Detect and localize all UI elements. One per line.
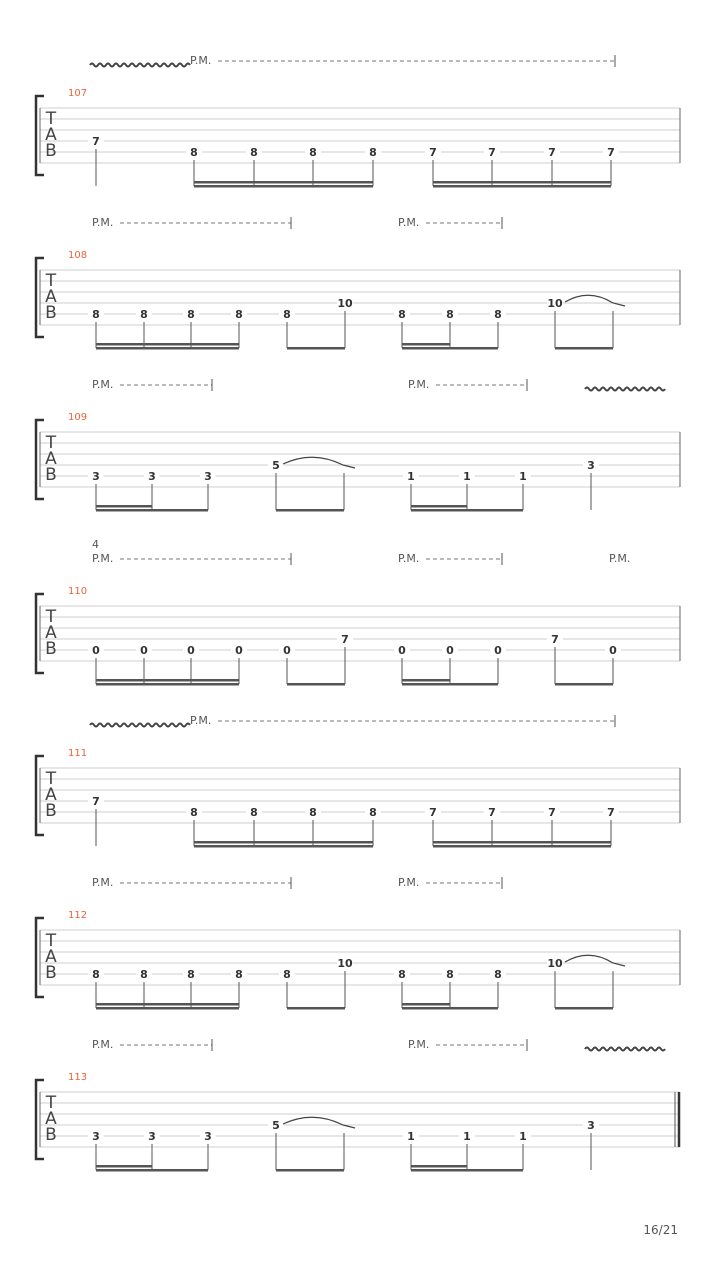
fret-number: 3 bbox=[587, 459, 595, 472]
beam bbox=[433, 185, 611, 188]
fret-number: 10 bbox=[337, 297, 353, 310]
fret-number: 3 bbox=[204, 470, 212, 483]
beam bbox=[96, 1169, 208, 1172]
beam-secondary bbox=[411, 1165, 467, 1168]
beam-secondary bbox=[433, 181, 611, 184]
bar-number: 110 bbox=[68, 586, 88, 597]
beam bbox=[287, 1007, 345, 1010]
fret-number: 8 bbox=[494, 968, 502, 981]
tab-system bbox=[36, 379, 680, 512]
fret-number: 8 bbox=[92, 968, 100, 981]
fret-number: 8 bbox=[446, 968, 454, 981]
palm-mute-label: P.M. bbox=[408, 378, 430, 391]
fret-number: 8 bbox=[369, 146, 377, 159]
palm-mute-label: P.M. bbox=[92, 1038, 114, 1051]
fret-number: 8 bbox=[446, 308, 454, 321]
palm-mute-label: P.M. bbox=[92, 876, 114, 889]
fret-number: 7 bbox=[551, 633, 559, 646]
beam bbox=[411, 1169, 523, 1172]
beam bbox=[402, 1007, 498, 1010]
tab-clef-letter: T bbox=[45, 433, 57, 453]
beam-secondary bbox=[194, 181, 373, 184]
beam bbox=[96, 683, 239, 686]
palm-mute-label: P.M. bbox=[609, 552, 631, 565]
beam bbox=[555, 1007, 613, 1010]
tab-system bbox=[36, 1039, 680, 1172]
fret-number: 8 bbox=[398, 308, 406, 321]
palm-mute-label: P.M. bbox=[190, 714, 212, 727]
beam bbox=[276, 509, 344, 512]
bar-number: 111 bbox=[68, 748, 88, 759]
fret-number: 3 bbox=[148, 1130, 156, 1143]
beam bbox=[402, 683, 498, 686]
tab-system bbox=[36, 877, 680, 1010]
beam bbox=[194, 185, 373, 188]
tab-clef-letter: A bbox=[45, 449, 57, 469]
tab-system bbox=[36, 217, 680, 350]
beam-secondary bbox=[194, 841, 373, 844]
tab-clef-letter: A bbox=[45, 287, 57, 307]
tab-system bbox=[36, 55, 680, 188]
tab-clef-letter: B bbox=[45, 639, 57, 659]
fret-number: 7 bbox=[548, 146, 556, 159]
fret-number: 8 bbox=[187, 968, 195, 981]
fret-number: 0 bbox=[494, 644, 502, 657]
bar-number: 113 bbox=[68, 1072, 88, 1083]
fret-number: 8 bbox=[140, 968, 148, 981]
fret-number: 1 bbox=[519, 470, 527, 483]
fret-number: 7 bbox=[488, 806, 496, 819]
fret-number: 8 bbox=[309, 806, 317, 819]
beam bbox=[402, 347, 498, 350]
tab-clef-letter: B bbox=[45, 963, 57, 983]
fret-number: 8 bbox=[283, 968, 291, 981]
vibrato-icon bbox=[585, 388, 665, 391]
fret-number: 5 bbox=[272, 459, 280, 472]
fret-number: 8 bbox=[494, 308, 502, 321]
beam bbox=[287, 347, 345, 350]
fret-number: 1 bbox=[407, 470, 415, 483]
beam-secondary bbox=[96, 1165, 152, 1168]
slur bbox=[283, 1117, 355, 1128]
fret-number: 7 bbox=[548, 806, 556, 819]
fret-number: 3 bbox=[204, 1130, 212, 1143]
tab-clef-letter: A bbox=[45, 947, 57, 967]
fret-number: 10 bbox=[337, 957, 353, 970]
vibrato-icon bbox=[90, 724, 190, 727]
tab-clef-letter: B bbox=[45, 141, 57, 161]
tab-clef-letter: T bbox=[45, 109, 57, 129]
fret-number: 1 bbox=[407, 1130, 415, 1143]
tab-clef-letter: B bbox=[45, 303, 57, 323]
fret-number: 7 bbox=[429, 146, 437, 159]
beam bbox=[433, 845, 611, 848]
beam bbox=[555, 683, 613, 686]
palm-mute-label: P.M. bbox=[92, 378, 114, 391]
fret-number: 8 bbox=[250, 806, 258, 819]
vibrato-icon bbox=[90, 64, 190, 67]
slur bbox=[565, 295, 625, 306]
fret-number: 8 bbox=[190, 146, 198, 159]
beam-secondary bbox=[402, 343, 450, 346]
fret-number: 8 bbox=[250, 146, 258, 159]
palm-mute-label: P.M. bbox=[92, 216, 114, 229]
fret-number: 7 bbox=[341, 633, 349, 646]
beam-secondary bbox=[411, 505, 467, 508]
tab-clef-letter: B bbox=[45, 801, 57, 821]
palm-mute-label: P.M. bbox=[398, 216, 420, 229]
fret-number: 8 bbox=[92, 308, 100, 321]
fret-number: 1 bbox=[463, 470, 471, 483]
tab-clef-letter: T bbox=[45, 769, 57, 789]
fret-number: 8 bbox=[369, 806, 377, 819]
fret-number: 3 bbox=[92, 470, 100, 483]
beam-secondary bbox=[96, 343, 239, 346]
bar-number: 109 bbox=[68, 412, 88, 423]
beam bbox=[194, 845, 373, 848]
vibrato-icon bbox=[585, 1048, 665, 1051]
palm-mute-label: P.M. bbox=[398, 552, 420, 565]
fret-number: 5 bbox=[272, 1119, 280, 1132]
tab-clef-letter: A bbox=[45, 623, 57, 643]
palm-mute-label: P.M. bbox=[398, 876, 420, 889]
palm-mute-label: P.M. bbox=[408, 1038, 430, 1051]
tab-clef-letter: A bbox=[45, 785, 57, 805]
fret-number: 1 bbox=[463, 1130, 471, 1143]
tab-clef-letter: T bbox=[45, 271, 57, 291]
fret-number: 7 bbox=[429, 806, 437, 819]
fret-number: 8 bbox=[235, 968, 243, 981]
fret-number: 8 bbox=[140, 308, 148, 321]
slur bbox=[565, 955, 625, 966]
beam-secondary bbox=[96, 1003, 239, 1006]
fret-number: 8 bbox=[283, 308, 291, 321]
fret-number: 3 bbox=[587, 1119, 595, 1132]
fret-number: 8 bbox=[190, 806, 198, 819]
bar-number: 107 bbox=[68, 88, 88, 99]
palm-mute-label: P.M. bbox=[92, 552, 114, 565]
beam bbox=[411, 509, 523, 512]
fret-number: 8 bbox=[309, 146, 317, 159]
beam-secondary bbox=[402, 1003, 450, 1006]
fret-number: 10 bbox=[547, 957, 563, 970]
annotation: 4 bbox=[92, 538, 99, 551]
fret-number: 3 bbox=[148, 470, 156, 483]
beam bbox=[96, 1007, 239, 1010]
fret-number: 0 bbox=[187, 644, 195, 657]
fret-number: 0 bbox=[609, 644, 617, 657]
beam-secondary bbox=[402, 679, 450, 682]
tab-clef-letter: T bbox=[45, 931, 57, 951]
bar-number: 108 bbox=[68, 250, 88, 261]
palm-mute-label: P.M. bbox=[190, 54, 212, 67]
tab-clef-letter: A bbox=[45, 125, 57, 145]
fret-number: 7 bbox=[92, 795, 100, 808]
beam-secondary bbox=[96, 679, 239, 682]
fret-number: 3 bbox=[92, 1130, 100, 1143]
beam bbox=[96, 509, 208, 512]
beam bbox=[276, 1169, 344, 1172]
bar-number: 112 bbox=[68, 910, 88, 921]
beam-secondary bbox=[433, 841, 611, 844]
fret-number: 1 bbox=[519, 1130, 527, 1143]
fret-number: 7 bbox=[92, 135, 100, 148]
fret-number: 0 bbox=[398, 644, 406, 657]
fret-number: 8 bbox=[187, 308, 195, 321]
fret-number: 0 bbox=[140, 644, 148, 657]
beam bbox=[555, 347, 613, 350]
fret-number: 8 bbox=[235, 308, 243, 321]
tab-clef-letter: T bbox=[45, 607, 57, 627]
tab-clef-letter: B bbox=[45, 1125, 57, 1145]
beam bbox=[96, 347, 239, 350]
fret-number: 8 bbox=[398, 968, 406, 981]
beam-secondary bbox=[96, 505, 152, 508]
fret-number: 0 bbox=[235, 644, 243, 657]
tab-clef-letter: T bbox=[45, 1093, 57, 1113]
tab-system bbox=[36, 715, 680, 848]
tab-clef-letter: B bbox=[45, 465, 57, 485]
fret-number: 0 bbox=[283, 644, 291, 657]
beam bbox=[287, 683, 345, 686]
tab-clef-letter: A bbox=[45, 1109, 57, 1129]
page-number: 16/21 bbox=[643, 1223, 678, 1237]
fret-number: 0 bbox=[92, 644, 100, 657]
fret-number: 0 bbox=[446, 644, 454, 657]
slur bbox=[283, 457, 355, 468]
tab-system bbox=[36, 553, 680, 686]
fret-number: 10 bbox=[547, 297, 563, 310]
fret-number: 7 bbox=[607, 806, 615, 819]
fret-number: 7 bbox=[488, 146, 496, 159]
fret-number: 7 bbox=[607, 146, 615, 159]
